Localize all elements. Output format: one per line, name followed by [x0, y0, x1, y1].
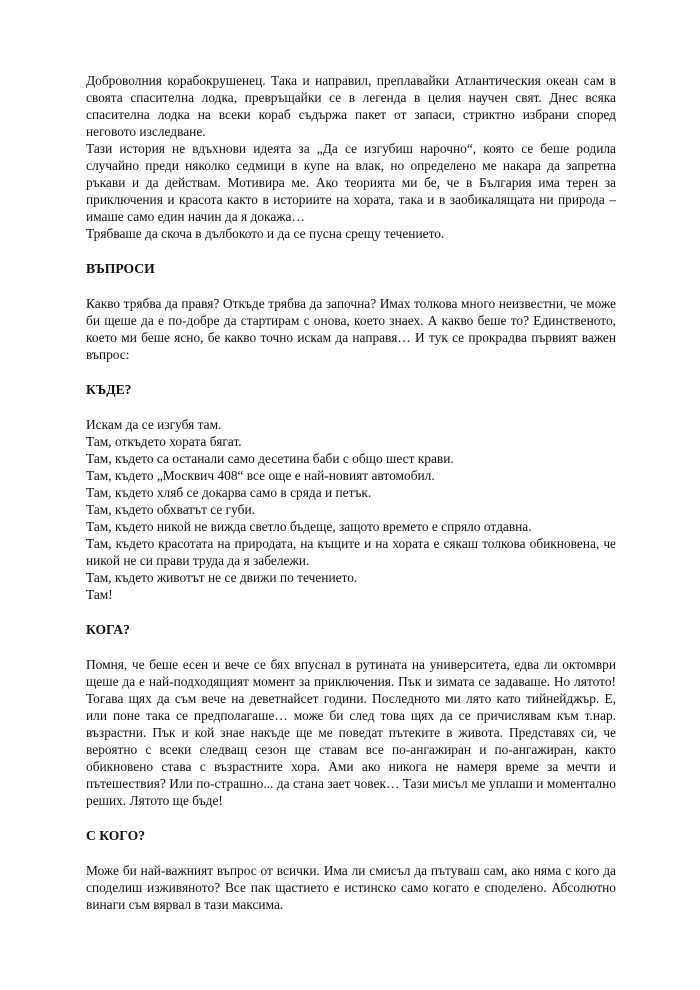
where-line: Там, където са останали само десетина баби с общо шест крави. [86, 451, 454, 466]
who-paragraph: Може би най-важният въпрос от всички. Има ли смисъл да пътуваш сам, ако няма с кого да споделиш изживяното? Все пак щастието е истинско само когато е споделено. Абсолютно винаги съм вярвал в тази максима. [86, 863, 616, 912]
where-line: Там, откъдето хората бягат. [86, 434, 242, 449]
intro-paragraph-1: Доброволния корабокрушенец. Така и направил, преплавайки Атлантическия океан сам в своята спасителна лодка, превръщайки се в легенда в целия научен свят. Днес всяка спасителна лодка на всеки кораб съдържа пакет от запаси, стриктно избрани според неговото изследване. [86, 73, 616, 139]
where-line: Там, където „Москвич 408“ все още е най-новият автомобил. [86, 468, 435, 483]
questions-paragraph: Какво трябва да правя? Откъде трябва да започна? Имах толкова много неизвестни, че може би щеше да е по-добре да стартирам с онова, което знаех. А какво беше то? Единственото, което ми беше ясно, бе какво точно искам да направя… И тук се прокрадва първият важен въпрос: [86, 296, 616, 362]
where-line: Там, където хляб се докарва само в сряда и петък. [86, 485, 372, 500]
heading-when: КОГА? [86, 622, 130, 637]
where-line: Там, където никой не вижда светло бъдеще, защото времето е спряло отдавна. [86, 519, 532, 534]
intro-paragraph-3: Трябваше да скоча в дълбокото и да се пусна срещу течението. [86, 226, 445, 241]
where-line: Там, където животът не се движи по течението. [86, 570, 358, 585]
heading-who: С КОГО? [86, 828, 145, 843]
where-paragraph: Там, където красотата на природата, на къщите и на хората е сякаш толкова обикновена, че никой не си прави труда да я забележи. [86, 536, 616, 568]
where-line: Там, където обхватът се губи. [86, 502, 256, 517]
heading-where: КЪДЕ? [86, 382, 132, 397]
where-line: Там! [86, 587, 113, 602]
when-paragraph: Помня, че беше есен и вече се бях впуснал в рутината на университета, едва ли октомври щеше да е най-подходящият момент за приключения. Пък и зимата се задаваше. Но лятото! Тогава щях да съм вече на деветнайсет години. Последното ми лято като тийнейджър. Е, или поне така се предполагаше… може би след това щях да се причислявам към т.нар. възрастни. Пък и кой знае накъде ще ме поведат пътеките в живота. Представях си, че вероятно с всеки следващ сезон ще ставам все по-ангажиран и по-ангажиран, както обикновено става с възрастните хора. Ами ако никога не намеря време за мечти и пътешествия? Или по-страшно... да стана зает човек… Тази мисъл ме уплаши и моментално реших. Лятото ще бъде! [86, 657, 616, 808]
intro-paragraph-2: Тази история не вдъхнови идеята за „Да се изгубиш нарочно“, която се беше родила случайно преди няколко седмици в купе на влак, но определено ме накара да запретна ръкави и да действам. Мотивира ме. Ако теорията ми бе, че в България има терен за приключения и красота както в историите на хората, така и в заобикалящата ни природа – имаше само един начин да я докажа… [86, 141, 616, 224]
where-line: Искам да се изгубя там. [86, 417, 222, 432]
heading-questions: ВЪПРОСИ [86, 261, 155, 276]
